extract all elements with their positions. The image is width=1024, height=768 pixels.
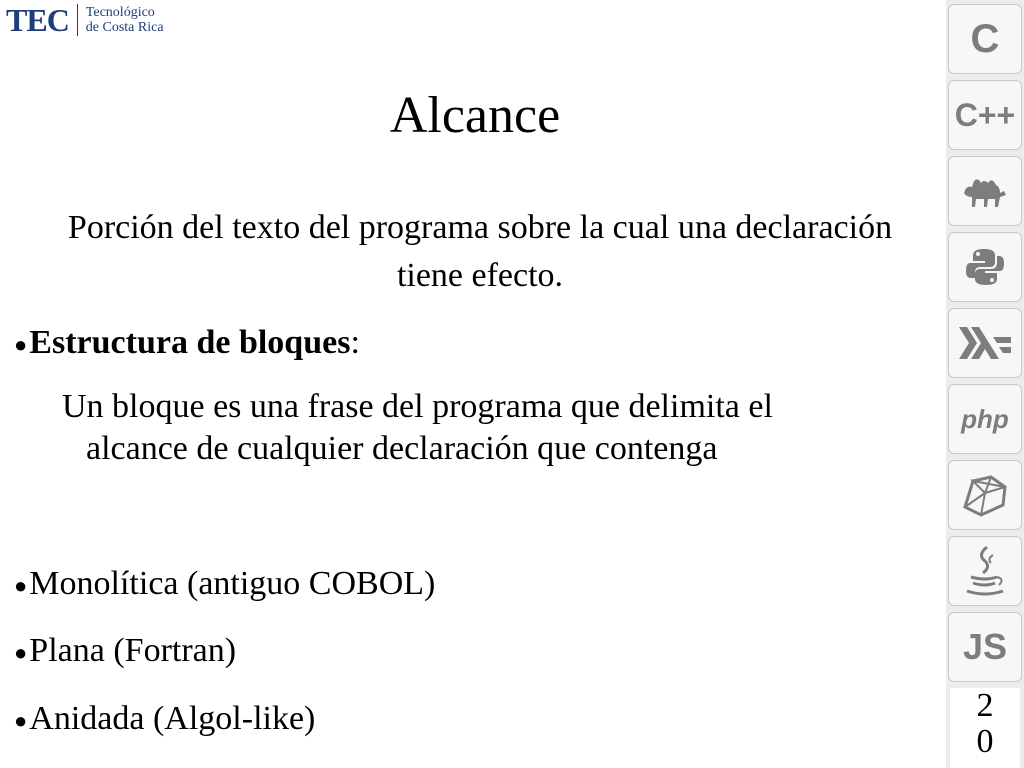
language-sidebar — [946, 0, 1024, 768]
block-description-line1: Un bloque es una frase del programa que delimita el — [62, 388, 773, 425]
ruby-gem-icon — [948, 460, 1022, 530]
bullet-dot: ● — [14, 573, 28, 599]
cpp-language-icon: C++ — [948, 80, 1022, 150]
bullet-block-structure-label: Estructura de bloques — [29, 324, 351, 361]
bullet-flat-label: Plana (Fortran) — [29, 632, 237, 669]
c-language-icon: C — [948, 4, 1022, 74]
bullet-block-structure — [14, 324, 360, 362]
python-icon — [948, 232, 1022, 302]
bullet-nested-label: Anidada (Algol-like) — [29, 700, 316, 737]
page-number — [950, 688, 1020, 768]
logo-subtitle — [86, 5, 164, 35]
definition-text: Porción del texto del programa sobre la cual una declaración tiene efecto. — [67, 209, 893, 294]
bullet-monolithic — [14, 565, 435, 603]
logo-divider — [77, 4, 78, 36]
camel-perl-icon — [948, 156, 1022, 226]
bullet-nested — [14, 700, 315, 738]
php-icon: php — [948, 384, 1022, 454]
slide-title: Alcance — [389, 87, 561, 144]
bullet-flat — [14, 632, 236, 670]
bullet-dot: ● — [14, 708, 28, 734]
haskell-icon — [948, 308, 1022, 378]
tec-logo — [6, 2, 164, 38]
block-description-line2: alcance de cualquier declaración que contenga — [86, 430, 718, 467]
java-cup-icon — [948, 536, 1022, 606]
bullet-dot: ● — [14, 640, 28, 666]
javascript-icon: JS — [948, 612, 1022, 682]
logo-subtitle-line1: Tecnológico — [85, 5, 155, 20]
block-description — [62, 386, 942, 470]
logo-text: TEC — [6, 1, 69, 38]
page-number-digit2: 0 — [976, 723, 994, 760]
page-number-digit1: 2 — [976, 687, 994, 724]
bullet-monolithic-label: Monolítica (antiguo COBOL) — [29, 565, 436, 602]
bullet-colon: : — [350, 324, 360, 361]
logo-subtitle-line2: de Costa Rica — [85, 20, 164, 35]
bullet-dot: ● — [14, 332, 28, 358]
